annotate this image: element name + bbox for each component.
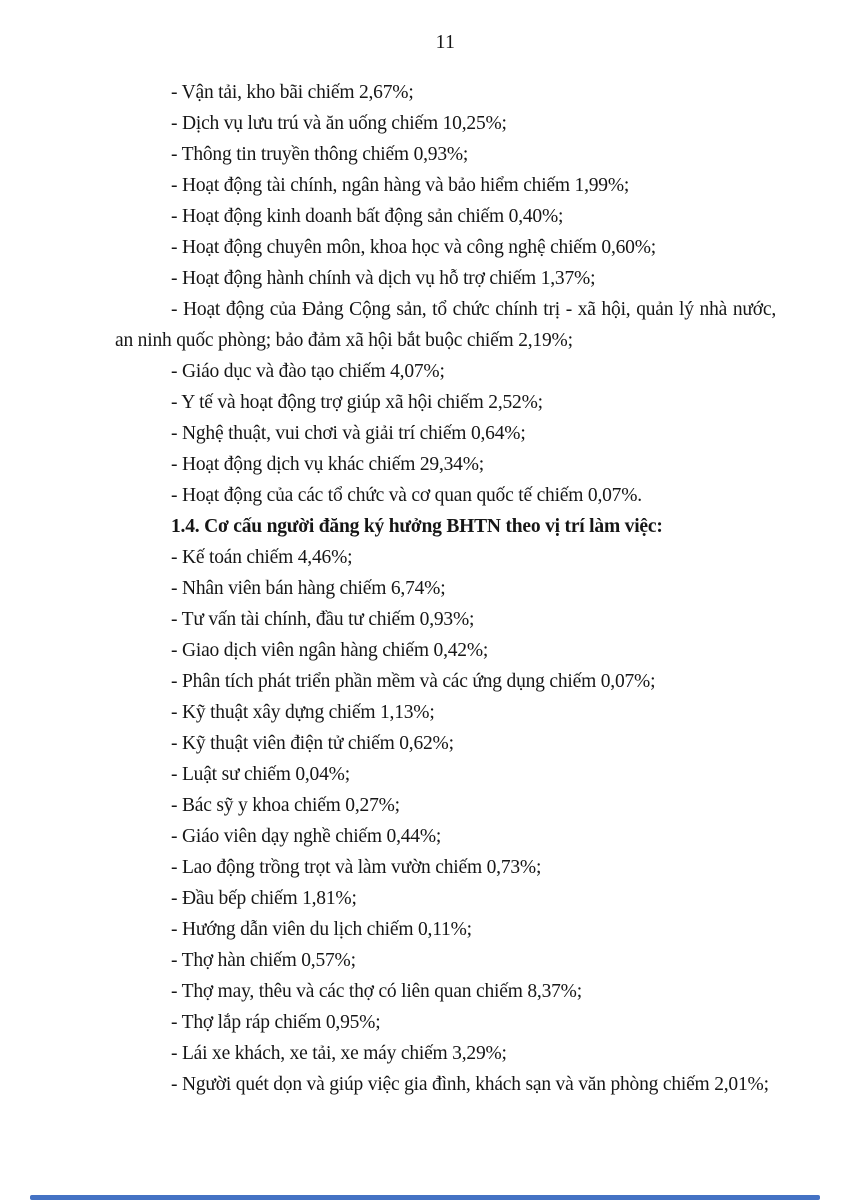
list-item: - Giáo dục và đào tạo chiếm 4,07%; xyxy=(171,361,445,382)
list-item: - Thợ hàn chiếm 0,57%; xyxy=(171,950,356,971)
list-item: - Nghệ thuật, vui chơi và giải trí chiếm 0,64%; xyxy=(171,423,526,444)
list-item: - Nhân viên bán hàng chiếm 6,74%; xyxy=(171,578,446,599)
list-item: - Kỹ thuật viên điện tử chiếm 0,62%; xyxy=(171,733,454,754)
list-item: - Hướng dẫn viên du lịch chiếm 0,11%; xyxy=(171,919,472,940)
list-item: - Lái xe khách, xe tải, xe máy chiếm 3,29%; xyxy=(171,1043,507,1064)
bottom-scrollbar[interactable] xyxy=(30,1195,820,1200)
job-position-list xyxy=(115,542,776,1100)
list-item: - Kỹ thuật xây dựng chiếm 1,13%; xyxy=(171,702,435,723)
list-item: - Thợ may, thêu và các thợ có liên quan chiếm 8,37%; xyxy=(171,981,582,1002)
list-item: - Bác sỹ y khoa chiếm 0,27%; xyxy=(171,795,400,816)
list-item: - Kế toán chiếm 4,46%; xyxy=(171,547,353,568)
list-item: - Hoạt động hành chính và dịch vụ hỗ trợ chiếm 1,37%; xyxy=(171,268,596,289)
section-heading: 1.4. Cơ cấu người đăng ký hưởng BHTN theo vị trí làm việc: xyxy=(171,516,663,537)
list-item: - Vận tải, kho bãi chiếm 2,67%; xyxy=(171,82,414,103)
list-item: - Hoạt động của Đảng Cộng sản, tổ chức chính trị - xã hội, quản lý nhà nước, an ninh quốc phòng; bảo đảm xã hội bắt buộc chiếm 2,19%; xyxy=(115,299,776,351)
list-item: - Hoạt động tài chính, ngân hàng và bảo hiểm chiếm 1,99%; xyxy=(171,175,630,196)
list-item: - Giáo viên dạy nghề chiếm 0,44%; xyxy=(171,826,442,847)
list-item: - Hoạt động chuyên môn, khoa học và công nghệ chiếm 0,60%; xyxy=(171,237,656,258)
page-number: 11 xyxy=(435,32,456,53)
list-item: - Y tế và hoạt động trợ giúp xã hội chiếm 2,52%; xyxy=(171,392,543,413)
industry-share-list xyxy=(115,77,776,511)
list-item: - Luật sư chiếm 0,04%; xyxy=(171,764,350,785)
list-item: - Dịch vụ lưu trú và ăn uống chiếm 10,25%; xyxy=(171,113,507,134)
list-item: - Thông tin truyền thông chiếm 0,93%; xyxy=(171,144,469,165)
list-item: - Lao động trồng trọt và làm vườn chiếm 0,73%; xyxy=(171,857,542,878)
list-item: - Phân tích phát triển phần mềm và các ứng dụng chiếm 0,07%; xyxy=(171,671,656,692)
list-item: - Tư vấn tài chính, đầu tư chiếm 0,93%; xyxy=(171,609,475,630)
list-item: - Người quét dọn và giúp việc gia đình, khách sạn và văn phòng chiếm 2,01%; xyxy=(171,1074,769,1095)
list-item: - Thợ lắp ráp chiếm 0,95%; xyxy=(171,1012,381,1033)
list-item: - Hoạt động của các tổ chức và cơ quan quốc tế chiếm 0,07%. xyxy=(171,485,642,506)
list-item: - Hoạt động dịch vụ khác chiếm 29,34%; xyxy=(171,454,484,475)
list-item: - Hoạt động kinh doanh bất động sản chiếm 0,40%; xyxy=(171,206,564,227)
list-item: - Đầu bếp chiếm 1,81%; xyxy=(171,888,357,909)
list-item: - Giao dịch viên ngân hàng chiếm 0,42%; xyxy=(171,640,489,661)
